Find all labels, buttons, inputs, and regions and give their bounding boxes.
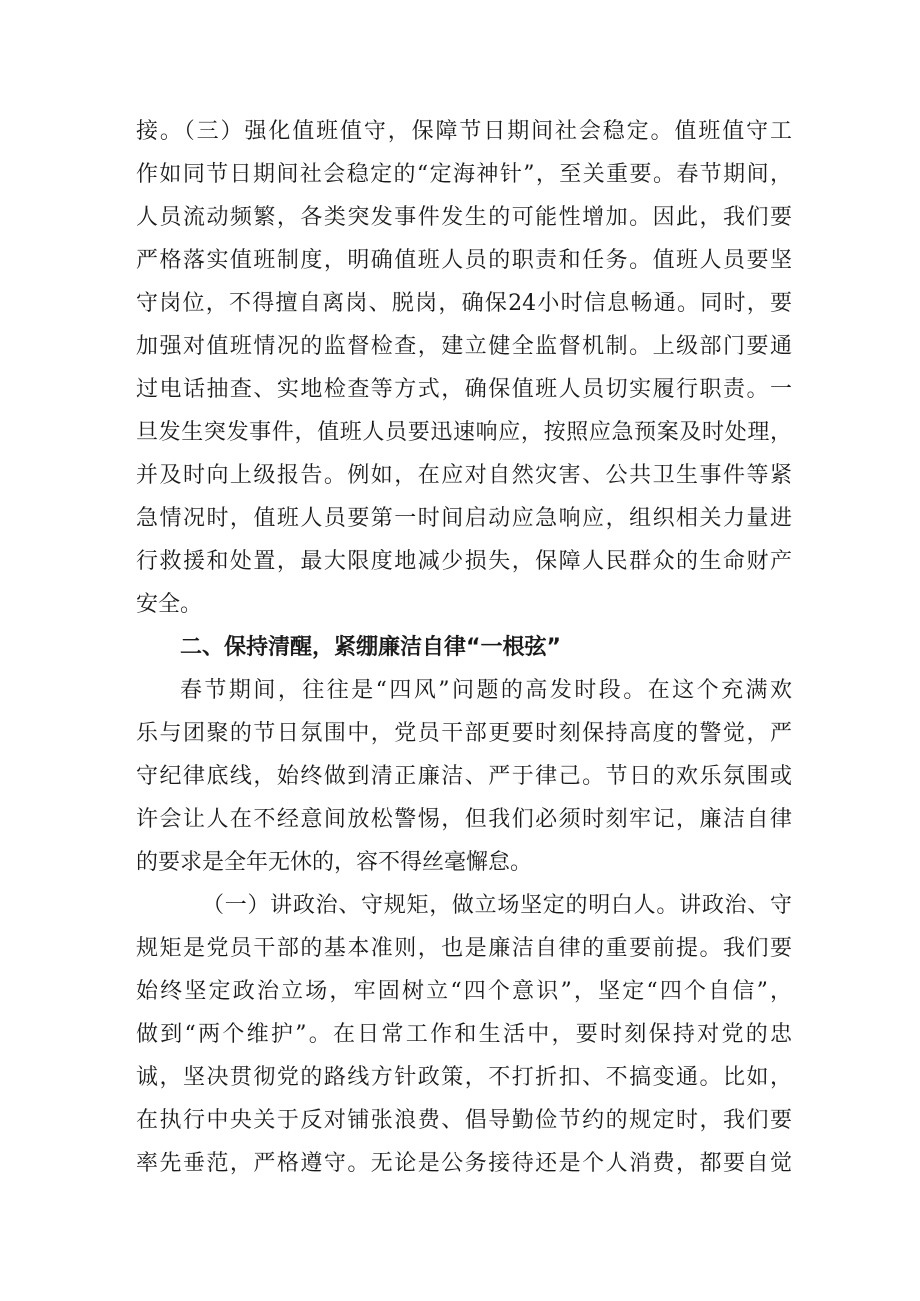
text-line: 诚，坚决贯彻党的路线方针政策，不打折扣、不搞变通。比如，: [136, 1065, 792, 1090]
text-line: 急情况时，值班人员要第一时间启动应急响应，组织相关力量进: [136, 506, 792, 531]
text-line: 守岗位，不得擅自离岗、脱岗，确保24小时信息畅通。同时，要: [136, 291, 792, 316]
text-line: 的要求是全年无休的，容不得丝毫懈怠。: [136, 850, 533, 875]
section-heading: 二、保持清醒，紧绷廉洁自律“一根弦”: [180, 635, 561, 660]
text-line: 在执行中央关于反对铺张浪费、倡导勤俭节约的规定时，我们要: [136, 1108, 792, 1133]
text-line: 行救援和处置，最大限度地减少损失，保障人民群众的生命财产: [136, 549, 792, 574]
text-line: （一）讲政治、守规矩，做立场坚定的明白人。讲政治、守: [202, 893, 792, 918]
paragraph-value-duty: [136, 110, 792, 626]
text-line: 许会让人在不经意间放松警惕，但我们必须时刻牢记，廉洁自律: [136, 807, 792, 832]
text-line: 始终坚定政治立场，牢固树立“四个意识”，坚定“四个自信”，: [136, 979, 792, 1004]
paragraph-politics: [136, 884, 792, 1185]
text-line: 做到“两个维护”。在日常工作和生活中，要时刻保持对党的忠: [136, 1022, 792, 1047]
paragraph-intro: [136, 669, 792, 884]
text-line: 加强对值班情况的监督检查，建立健全监督机制。上级部门要通: [136, 334, 792, 359]
text-line: 人员流动频繁，各类突发事件发生的可能性增加。因此，我们要: [136, 205, 792, 230]
text-line: 并及时向上级报告。例如，在应对自然灾害、公共卫生事件等紧: [136, 463, 792, 488]
text-line: 春节期间，往往是“四风”问题的高发时段。在这个充满欢: [180, 678, 792, 703]
text-line: 守纪律底线，始终做到清正廉洁、严于律己。节日的欢乐氛围或: [136, 764, 792, 789]
text-line: 过电话抽查、实地检查等方式，确保值班人员切实履行职责。一: [136, 377, 792, 402]
text-line: 接。（三）强化值班值守，保障节日期间社会稳定。值班值守工: [136, 119, 792, 144]
text-line: 严格落实值班制度，明确值班人员的职责和任务。值班人员要坚: [136, 248, 792, 273]
text-line: 作如同节日期间社会稳定的“定海神针”，至关重要。春节期间，: [136, 162, 792, 187]
document-body: [136, 110, 792, 1185]
text-line: 乐与团聚的节日氛围中，党员干部更要时刻保持高度的警觉，严: [136, 721, 792, 746]
text-line: 规矩是党员干部的基本准则，也是廉洁自律的重要前提。我们要: [136, 936, 792, 961]
text-line: 安全。: [136, 592, 203, 617]
text-line: 率先垂范，严格遵守。无论是公务接待还是个人消费，都要自觉: [136, 1151, 792, 1176]
text-line: 旦发生突发事件，值班人员要迅速响应，按照应急预案及时处理，: [136, 420, 792, 445]
